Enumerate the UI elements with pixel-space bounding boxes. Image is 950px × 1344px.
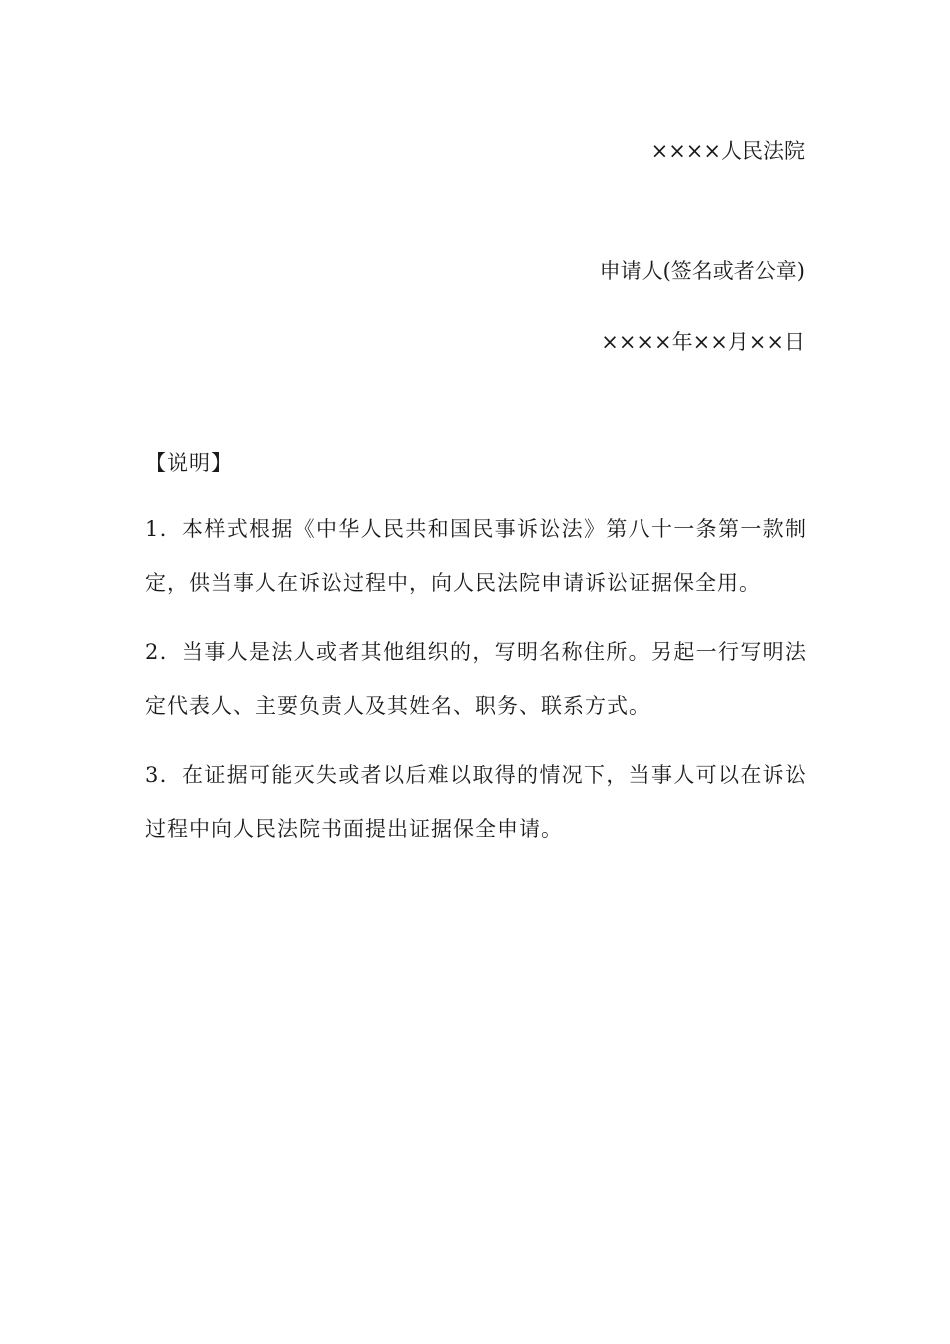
court-name: ××××人民法院 — [650, 139, 805, 163]
applicant-signature-line: 申请人(签名或者公章) — [599, 259, 805, 283]
date-line: ××××年××月××日 — [601, 330, 805, 354]
notes-section — [145, 446, 807, 871]
note-item-2: 2．当事人是法人或者其他组织的，写明名称住所。另起一行写明法定代表人、主要负责人及其姓名、职务、联系方式。 — [145, 640, 807, 718]
note-item-1: 1．本样式根据《中华人民共和国民事诉讼法》第八十一条第一款制定，供当事人在诉讼过程中，向人民法院申请诉讼证据保全用。 — [145, 517, 807, 595]
note-item-3: 3．在证据可能灭失或者以后难以取得的情况下，当事人可以在诉讼过程中向人民法院书面提出证据保全申请。 — [145, 763, 807, 841]
notes-heading: 【说明】 — [145, 451, 233, 475]
